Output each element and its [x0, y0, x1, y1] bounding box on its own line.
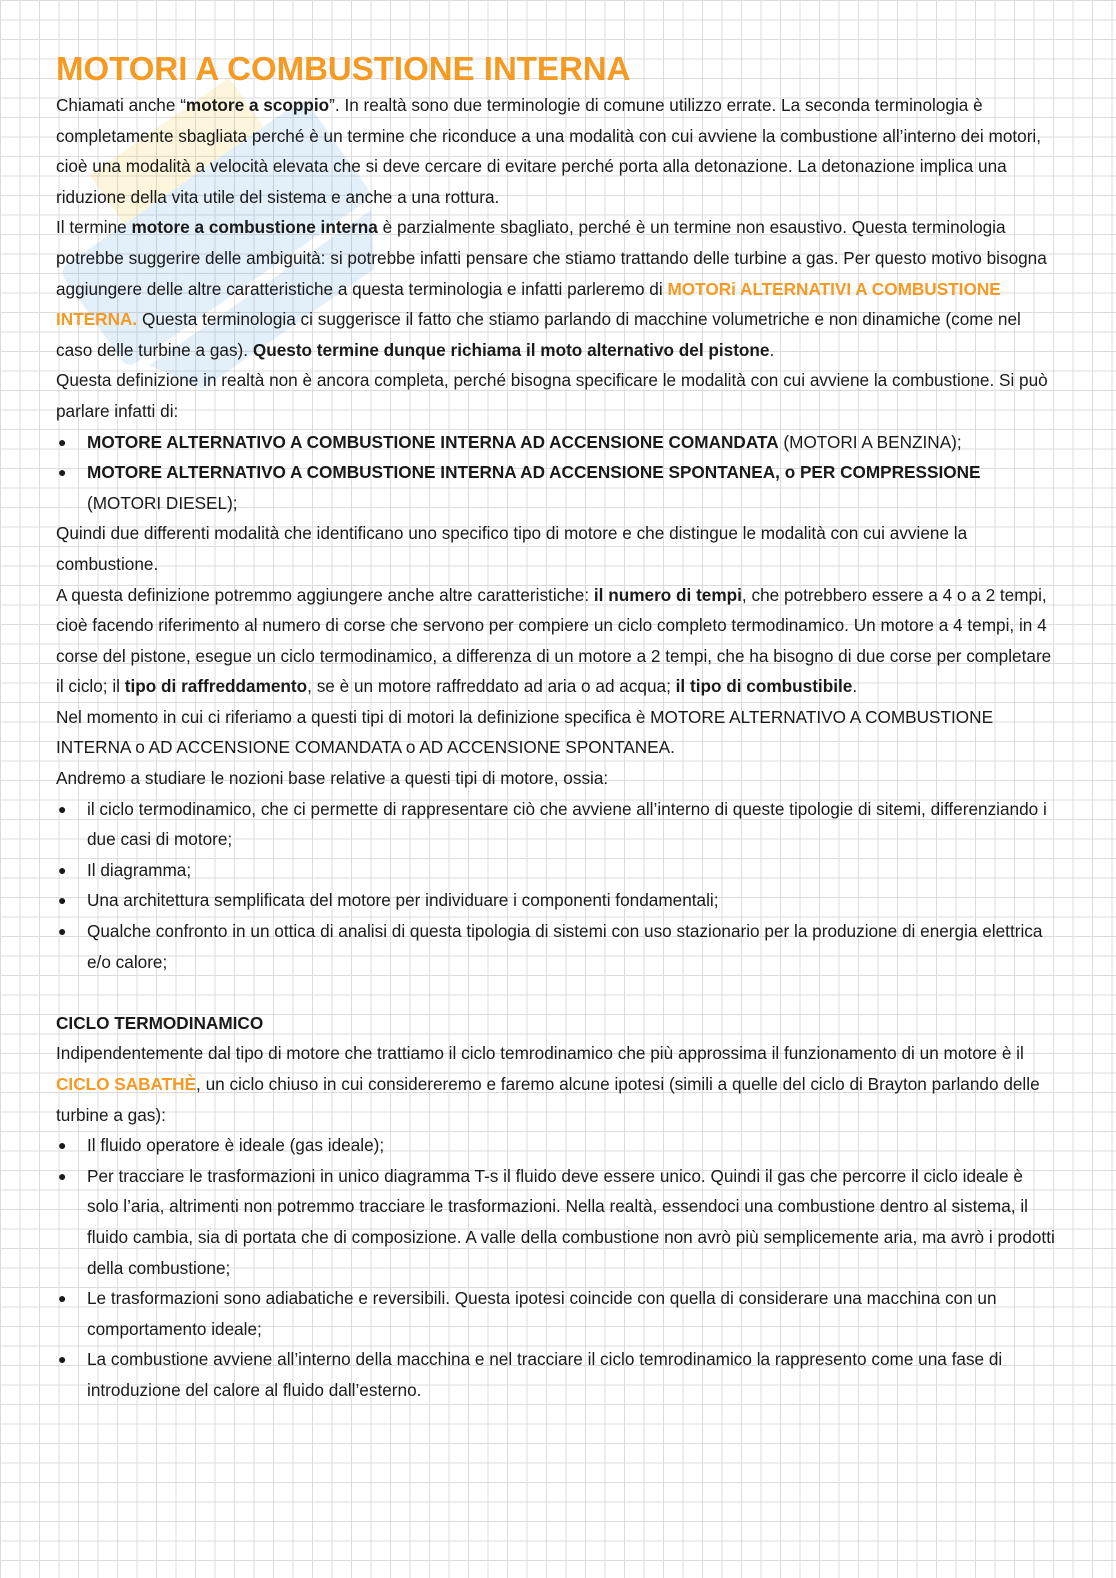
paragraph-2 [56, 212, 1056, 365]
bold-text: MOTORE ALTERNATIVO A COMBUSTIONE INTERNA AD ACCENSIONE COMANDATA [87, 431, 779, 452]
list-item [56, 1283, 1056, 1344]
bullet-icon: ● [58, 1290, 67, 1307]
text-span: La combustione avviene all’interno della macchina e nel tracciare il ciclo temrodinamico la rappresento come una fase di introduzione del calore al fluido dall’esterno. [87, 1349, 1003, 1400]
bold-text: tipo di raffreddamento [124, 676, 308, 697]
list-item [56, 457, 1056, 518]
spacer [56, 977, 1056, 1008]
text-span: . [852, 676, 858, 697]
text-span: . [769, 339, 775, 360]
paragraph-3: Questa definizione in realtà non è ancora completa, perché bisogna specificare le modalità con cui avviene la combustione. Si può parlare infatti di: [56, 370, 1048, 421]
text-span: ”. In realtà sono due terminologie di comune utilizzo errate. La seconda terminologia è completamente sbagliata perché è un termine che riconduce a una modalità con cui avviene la combustione all’interno dei motori, cioè una modalità a velocità elevata che si deve cercare di evitare perché porta alla detonazione. La detonazione implica una riduzione della vita utile del sistema e anche a una rottura. [56, 95, 1042, 207]
paragraph-7: Andremo a studiare le nozioni base relative a questi tipi di motore, ossia: [56, 768, 609, 789]
list-item [56, 427, 1056, 458]
list-item [56, 885, 1056, 916]
paragraph-1 [56, 90, 1056, 212]
document-page [56, 48, 1056, 1406]
text-span: è parzialmente sbagliato, perché è un termine non esaustivo. Questa terminologia potrebbe suggerire delle ambiguità: si potrebbe infatti pensare che stiamo trattando delle turbine a gas. Per questo motivo bisogna aggiungere delle altre caratteristiche a questa terminologia e infatti parleremo di [56, 217, 1047, 299]
text-span: il ciclo termodinamico, che ci permette di rappresentare ciò che avviene all’interno di queste tipologie di sitemi, differenziando i due casi di motore; [87, 798, 1047, 850]
text-span: , che potrebbero essere a 4 o a 2 tempi, cioè facendo riferimento al numero di corse che servono per compiere un ciclo completo termodinamico. Un motore a 4 tempi, in 4 corse del pistone, esegue un ciclo termodinamico, a differenza di un motore a 2 tempi, che ha bisogno di due corse per completare il ciclo; il [56, 584, 1052, 697]
bullet-icon: ● [58, 433, 67, 450]
page-title: MOTORI A COMBUSTIONE INTERNA [56, 50, 631, 87]
paragraph-4: Quindi due differenti modalità che identificano uno specifico tipo di motore e che distingue le modalità con cui avviene la combustione. [56, 523, 968, 574]
highlight-text: CICLO SABATHÈ [56, 1074, 197, 1094]
bullet-icon: ● [58, 1137, 67, 1154]
text-span: Il fluido operatore è ideale (gas ideale); [87, 1135, 385, 1156]
text-span: , un ciclo chiuso in cui considereremo e faremo alcune ipotesi (simili a quelle del ciclo di Brayton parlando delle turbine a gas): [56, 1074, 1040, 1125]
text-span: Il diagramma; [87, 859, 192, 880]
text-span: Questa terminologia ci suggerisce il fatto che stiamo parlando di macchine volumetriche e non dinamiche (come nel caso delle turbine a gas). [56, 309, 1021, 360]
paragraph-5 [56, 580, 1056, 702]
text-span: Chiamati anche “ [56, 95, 186, 115]
list-item [56, 1161, 1056, 1283]
text-span: A questa definizione potremmo aggiungere anche altre caratteristiche: [56, 584, 594, 605]
text-span: Una architettura semplificata del motore per individuare i componenti fondamentali; [87, 890, 719, 911]
bold-text: MOTORE ALTERNATIVO A COMBUSTIONE INTERNA AD ACCENSIONE SPONTANEA, o PER COMPRESSIONE [87, 462, 981, 483]
text-span: (MOTORI A BENZINA); [778, 431, 962, 452]
bold-text: motore a combustione interna [131, 217, 378, 238]
bullet-icon: ● [58, 892, 67, 909]
bold-text: il numero di tempi [593, 584, 742, 605]
bullet-icon: ● [58, 923, 67, 940]
engine-types-list [56, 427, 1056, 519]
bullet-icon: ● [58, 1351, 67, 1368]
text-span: , se è un motore raffreddato ad aria o ad acqua; [307, 676, 676, 697]
highlight-text: MOTORi ALTERNATIVI A COMBUSTIONE INTERNA. [56, 278, 1001, 330]
paragraph-6: Nel momento in cui ci riferiamo a questi tipi di motori la definizione specifica è MOTORE ALTERNATIVO A COMBUSTIONE INTERNA o AD ACCENSIONE COMANDATA o AD ACCENSIONE SPONTANEA. [56, 706, 994, 758]
bullet-icon: ● [58, 1167, 67, 1184]
text-span: Indipendentemente dal tipo di motore che trattiamo il ciclo temrodinamico che più approssima il funzionamento di un motore è il [56, 1043, 1024, 1064]
paragraph-8 [56, 1038, 1056, 1130]
bullet-icon: ● [58, 464, 67, 481]
text-span: Le trasformazioni sono adiabatiche e reversibili. Questa ipotesi coincide con quella di considerare una macchina con un comportamento ideale; [87, 1288, 997, 1339]
text-span: Qualche confronto in un ottica di analisi di questa tipologia di sistemi con uso stazionario per la produzione di energia elettrica e/o calore; [87, 921, 1043, 972]
text-span: Il termine [56, 217, 132, 238]
bold-text: il tipo di combustibile [675, 676, 853, 697]
text-span: (MOTORI DIESEL); [87, 492, 238, 513]
bold-text: Questo termine dunque richiama il moto alternativo del pistone [252, 339, 770, 360]
bullet-icon: ● [58, 800, 67, 817]
bold-text: motore a scoppio [185, 95, 330, 115]
hypotheses-list [56, 1130, 1056, 1405]
topics-list [56, 794, 1056, 978]
list-item [56, 794, 1056, 855]
bullet-icon: ● [58, 861, 67, 878]
text-span: Per tracciare le trasformazioni in unico diagramma T-s il fluido deve essere unico. Quindi il gas che percorre il ciclo ideale è solo l’aria, altrimenti non potremmo tracciare le trasformazioni. Nella realtà, essendoci una combustione dentro al sistema, il fluido cambia, sia di portata che di composizione. A valle della combustione non avrò più semplicemente aria, ma avrò i prodotti della combustione; [87, 1165, 1055, 1278]
list-item [56, 855, 1056, 886]
section-heading: CICLO TERMODINAMICO [56, 1012, 264, 1033]
list-item [56, 916, 1056, 977]
list-item [56, 1344, 1056, 1405]
list-item [56, 1130, 1056, 1161]
